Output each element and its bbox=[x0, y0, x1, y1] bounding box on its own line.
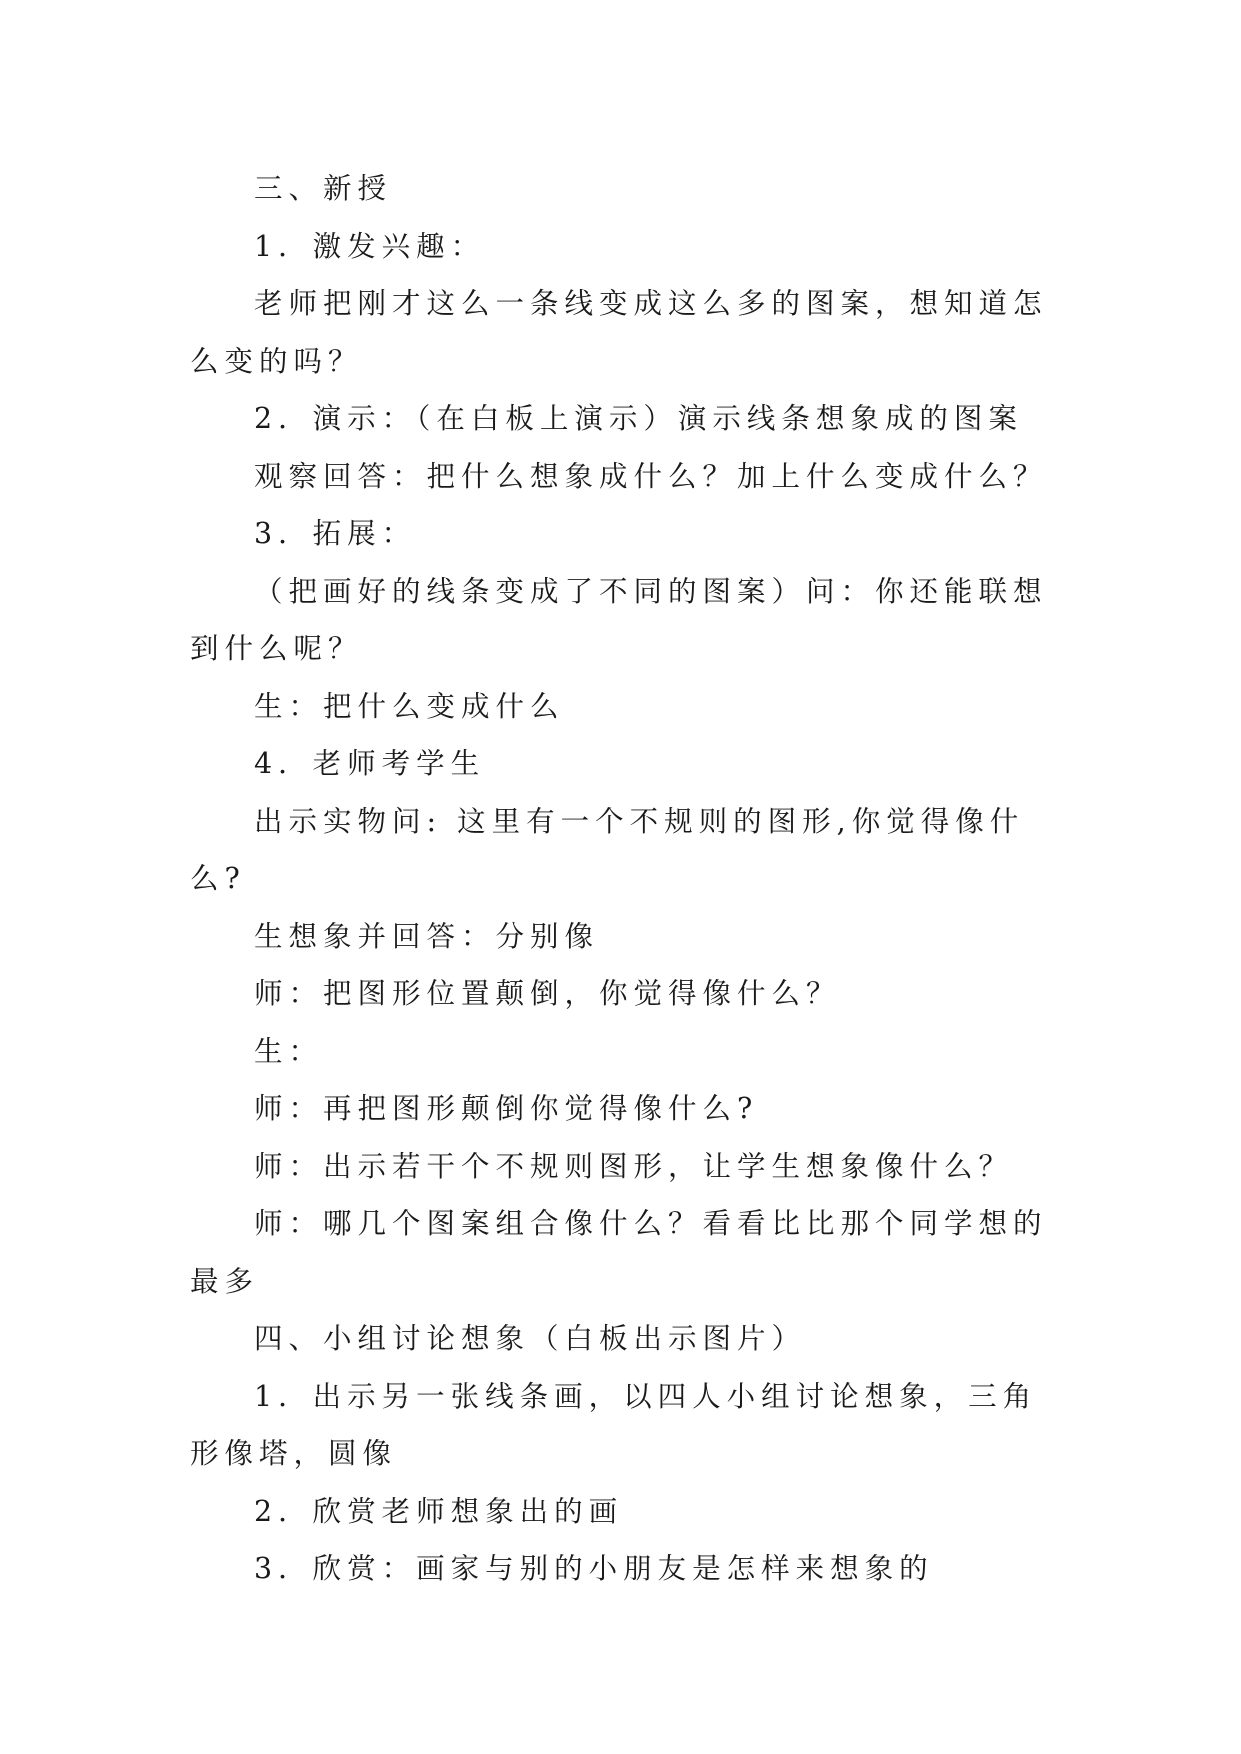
paragraph: 出示实物问: 这里有一个不规则的图形,你觉得像什么? bbox=[190, 804, 1025, 895]
paragraph: 师：出示若干个不规则图形，让学生想象像什么？ bbox=[254, 1149, 1014, 1183]
step-3-heading: 3．拓展： bbox=[254, 517, 417, 550]
step-2-heading: 2．演示：（在白板上演示）演示线条想象成的图案 bbox=[254, 402, 1023, 435]
paragraph: 老师把刚才这么一条线变成这么多的图案，想知道怎么变的吗？ bbox=[190, 287, 1048, 378]
paragraph: 1．出示另一张线条画，以四人小组讨论想象，三角形像塔，圆像 bbox=[190, 1379, 1038, 1470]
step-1-heading: 1．激发兴趣： bbox=[254, 229, 486, 263]
document-body bbox=[190, 160, 1050, 1598]
paragraph: 3．欣赏：画家与别的小朋友是怎样来想象的 bbox=[254, 1552, 934, 1585]
paragraph: 师：把图形位置颠倒，你觉得像什么？ bbox=[254, 977, 841, 1010]
section-heading-group-discussion: 四、小组讨论想象（白板出示图片） bbox=[254, 1322, 807, 1355]
section-heading-new-lesson: 三、新授 bbox=[254, 172, 393, 205]
paragraph: 生：把什么变成什么 bbox=[254, 689, 565, 723]
paragraph: 师：哪几个图案组合像什么？看看比比那个同学想的最多 bbox=[190, 1207, 1048, 1298]
paragraph: 师：再把图形颠倒你觉得像什么? bbox=[254, 1092, 759, 1125]
step-4-heading: 4．老师考学生 bbox=[254, 747, 486, 780]
paragraph: （把画好的线条变成了不同的图案）问：你还能联想到什么呢？ bbox=[190, 574, 1048, 665]
paragraph: 生想象并回答：分别像 bbox=[254, 919, 600, 953]
paragraph: 观察回答：把什么想象成什么？加上什么变成什么？ bbox=[254, 459, 1048, 493]
paragraph: 2．欣赏老师想象出的画 bbox=[254, 1494, 624, 1528]
paragraph: 生： bbox=[254, 1034, 324, 1068]
